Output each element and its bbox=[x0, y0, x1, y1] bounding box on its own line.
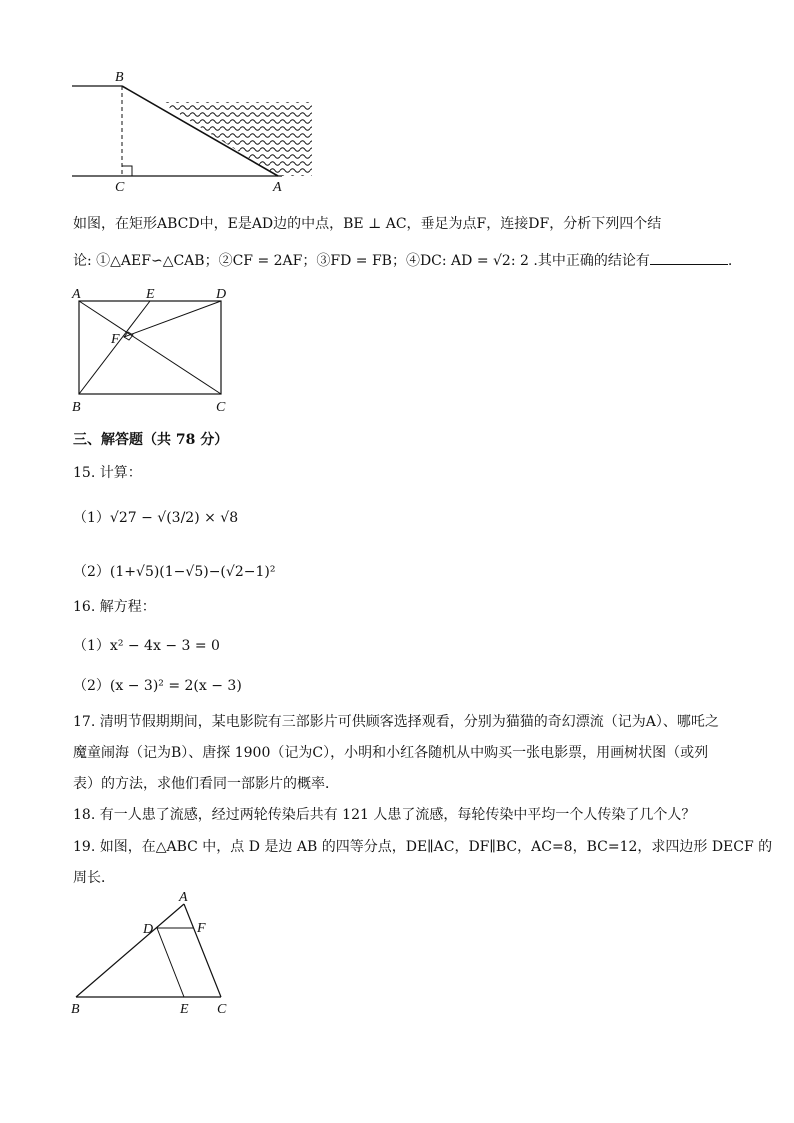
right-angle-mark bbox=[122, 166, 132, 176]
q16-part2: （2）(x − 3)² = 2(x − 3) bbox=[73, 678, 242, 694]
answer-blank[interactable] bbox=[650, 250, 728, 265]
q19-line1: 19. 如图，在△ABC 中，点 D 是边 AB 的四等分点，DE∥AC，DF∥BC，AC=8，BC=12，求四边形 DECF 的 bbox=[73, 839, 773, 855]
label-A: A bbox=[72, 287, 81, 302]
q14-line1 bbox=[73, 214, 661, 234]
q16-part2-expression: (x − 3)² = 2(x − 3) bbox=[109, 678, 242, 694]
label-B: B bbox=[115, 70, 124, 85]
side-AC bbox=[184, 904, 221, 997]
q16-part1: （1）x² − 4x − 3 = 0 bbox=[73, 638, 220, 654]
water-area bbox=[160, 102, 312, 176]
q17-line2: 魔童闹海（记为B）、唐探 1900（记为C），小明和小红各随机从中购买一张电影票，用画树状图（或列 bbox=[73, 745, 709, 761]
label-E: E bbox=[180, 1002, 189, 1017]
q14-text-line1: 如图，在矩形ABCD中，E是AD边的中点，BE ⊥ AC，垂足为点F，连接DF，分析下列四个结 bbox=[73, 216, 662, 232]
q15-part1-expression: √27 − √(3/2) × √8 bbox=[109, 510, 239, 526]
label-C: C bbox=[115, 180, 125, 195]
q15-part2-expression: (1+√5)(1−√5)−(√2−1)² bbox=[109, 564, 276, 580]
label-B: B bbox=[71, 1002, 80, 1017]
segment-BE bbox=[79, 301, 150, 394]
label-F: F bbox=[197, 921, 206, 936]
label-A: A bbox=[273, 180, 282, 195]
label-D: D bbox=[143, 922, 154, 937]
q19-line2: 周长． bbox=[73, 870, 115, 886]
triangle-figure bbox=[66, 890, 246, 1020]
q18-text: 18. 有一人患了流感，经过两轮传染后共有 121 人患了流感，每轮传染中平均一个人传染了几个人？ bbox=[73, 807, 696, 823]
label-C: C bbox=[217, 1002, 227, 1017]
side-BA bbox=[76, 904, 184, 997]
slope-figure bbox=[60, 62, 330, 197]
q16-part1-expression: x² − 4x − 3 = 0 bbox=[109, 638, 220, 654]
segment-DE bbox=[157, 928, 184, 997]
label-D: D bbox=[216, 287, 227, 302]
section-title: 三、解答题（共 78 分） bbox=[73, 432, 229, 448]
label-A: A bbox=[179, 890, 188, 905]
q14-line2: 论: ①△AEF∽△CAB；②CF = 2AF；③FD = FB；④DC: AD = √2: 2 .其中正确的结论有 . bbox=[73, 250, 732, 271]
diagonal-AC bbox=[79, 301, 221, 394]
label-B: B bbox=[72, 400, 81, 415]
label-E: E bbox=[146, 287, 155, 302]
q17-line1: 17. 清明节假期期间，某电影院有三部影片可供顾客选择观看，分别为猫猫的奇幻漂流（记为A）、哪吒之 bbox=[73, 714, 719, 730]
q16-title: 16. 解方程： bbox=[73, 599, 156, 615]
label-F: F bbox=[111, 332, 120, 347]
q15-title: 15. 计算： bbox=[73, 465, 142, 481]
q14-text-line2: 论: ①△AEF∽△CAB；②CF = 2AF；③FD = FB；④DC: AD = √2: 2 .其中正确的结论有 bbox=[73, 253, 650, 269]
rectangle-figure bbox=[66, 284, 241, 416]
label-C: C bbox=[216, 400, 226, 415]
q15-part1: （1）√27 − √(3/2) × √8 bbox=[73, 510, 239, 526]
q15-part2: （2）(1+√5)(1−√5)−(√2−1)² bbox=[73, 564, 276, 580]
q17-line3: 表）的方法，求他们看同一部影片的概率． bbox=[73, 776, 339, 792]
segment-DF bbox=[124, 301, 221, 337]
